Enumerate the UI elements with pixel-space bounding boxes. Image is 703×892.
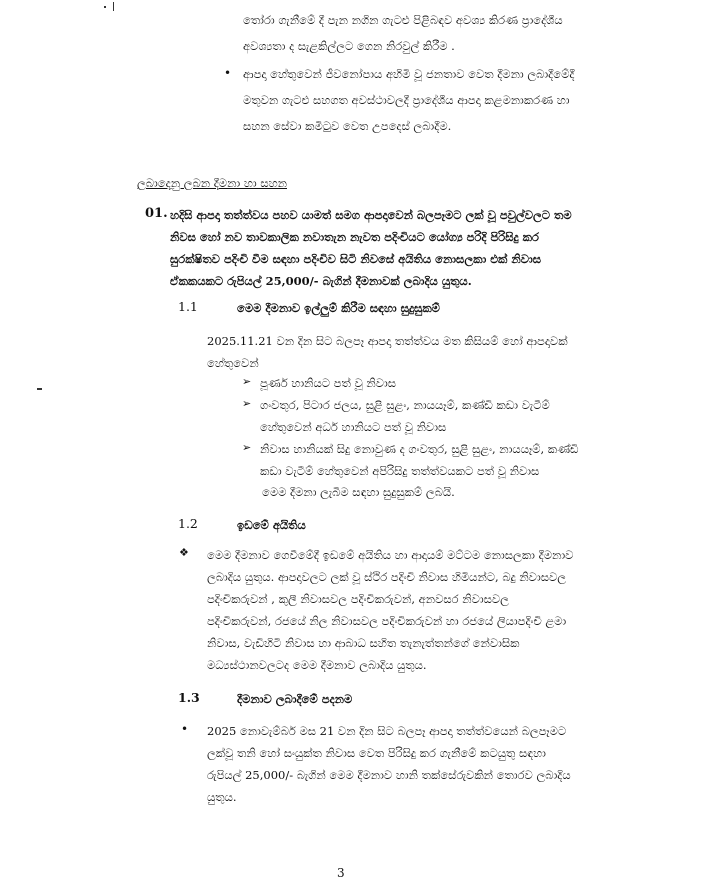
paragraph-line: මෙම දීමනාව ගෙවීමේදී ඉඩමේ අයිතිය හා ආදායම් මට්ටම නොසලකා දීමනාව [207,548,574,562]
scan-speck [37,388,42,390]
page-number: 3 [337,866,345,880]
arrow-bullet-icon: ➢ [242,397,252,410]
section-heading: ලබාදෙනු ලබන දීමනා හා සහන [137,176,287,190]
item-text: නිවස හෝ නව තාවකාලික නවාතැන නැවත පදිංචියට යෝග්‍ය පරිදි පිරිසිදු කර [170,230,539,244]
qualification-point: ගංවතුර, පිටාර ජලය, සුළි සුළං, නායයෑම්, කණ්ඩි කඩා වැටීම් [260,398,550,412]
arrow-bullet-icon: ➢ [242,441,252,454]
paragraph-line: 2025 නොවැම්බර් මස 21 වන දින සිට බලපෑ ආපදා තත්ත්වයෙන් බලපෑමට [207,724,567,738]
diamond-bullet-icon: ❖ [179,546,189,559]
qualification-point: කඩා වැටීම් හේතුවෙන් අපිරිසිදු තත්ත්වයකට පත් වූ නිවාස [260,464,540,478]
continuation-line: අවශ්‍යතා ද සැළකිල්ලට ගෙන නිරවුල් කිරීම . [243,39,455,53]
subsection-title: දීමනාව ලබාදීමේ පදනම [237,692,353,706]
paragraph-line: පදිංචිකරුවන් , කුලී නිවාසවල පදිංචිකරුවන්, අනවසර නිවාසවල [207,592,509,606]
subsection-number: 1.1 [178,299,198,314]
bullet-text: මතුවන ගැටළු සහගත අවස්ථාවලදී ප්‍රාදේශීය ආපදා කළමනාකරණ හා [243,93,570,107]
paragraph-line: පදිංචිකරුවන්, රජයේ නිල නිවාසවල පදිංචිකරුවන් හා රජයේ ලියාපදිංචි ළමා [207,614,567,628]
paragraph-line: ලක්වූ තනි හෝ සංයුක්ත නිවාස වෙත පිරිසිදු කර ගැනීමේ කටයුතු සඳහා [207,746,546,760]
subsection-number: 1.2 [178,516,198,531]
paragraph-line: නිවාස, වැඩිහිටි නිවාස හා ආබාධ සහිත තැනැත්තන්ගේ නේවාසික [207,636,520,650]
subsection-title: ඉඩමේ අයිතිය [237,518,306,532]
bullet-dot: • [181,722,189,736]
scan-speck [113,2,114,11]
item-text: ඒකකයකට රුපියල් 25,000/- බැගින් දීමනාවක් ලබාදිය යුතුය. [170,274,472,288]
scan-speck [104,6,106,8]
arrow-bullet-icon: ➢ [242,375,252,388]
paragraph-line: හේතුවෙන් [207,356,259,370]
paragraph-line: ලබාදිය යුතුය. ආපදාවලට ලක් වූ ස්ථිර පදිංචි නිවාස හිමියන්ට, බදු නිවාසවල [207,570,567,584]
paragraph-line: යුතුය. [207,790,237,804]
continuation-line: තෝරා ගැනීමේ දී පැන නගින ගැටළු පිළිබඳව අවශ්‍ය කිරණ ප්‍රාදේශීය [243,13,563,27]
subsection-number: 1.3 [178,690,200,705]
item-text: හදිසි ආපදා තත්ත්වය පහව යාමත් සමග ආපදාවෙන් බලපෑමට ලක් වූ පවුල්වලට තම [170,208,572,222]
bullet-text: සහන සේවා කමිටුව වෙත උපදෙස් ලබාදීම. [243,119,452,133]
bullet-text: ආපදා හේතුවෙන් ජීවනෝපාය අහිමි වූ ජනතාව වෙත දීමනා ලබාදීමේදී [243,67,575,81]
paragraph-line: 2025.11.21 වන දින සිට බලපෑ ආපදා තත්ත්වය මත කිසියම් හෝ ආපදාවක් [207,334,568,348]
bullet-dot: • [224,66,232,80]
paragraph-line: රුපියල් 25,000/- බැගින් මෙම දීමනාව හානි තක්සේරුවකින් තොරව ලබාදිය [207,768,571,782]
paragraph-line: මධ්‍යස්ථානවලටද මෙම දීමනාව ලබාදිය යුතුය. [207,658,427,672]
item-text: සුරක්ෂිතව පදිංචි වීම සඳහා පදිංචිව සිටි නිවසේ අයිතිය නොසලකා එක් නිවාස [170,252,542,266]
paragraph-line: මෙම දීමනා ලැබීම සඳහා සුදුසුකම් ලබයි. [262,485,455,499]
item-number: 01. [145,206,168,221]
subsection-title: මෙම දීමනාව ඉල්ලුම් කිරීම සඳහා සුදුසුකම් [237,301,440,315]
qualification-point: පූර්ණ හානියට පත් වූ නිවාස [260,376,397,390]
qualification-point: නිවාස හානියක් සිදු නොවුණ ද ගංවතුර, සුළි සුළං, නායයෑම්, කණ්ඩි [260,442,579,456]
qualification-point: හේතුවෙන් අර්ධ හානියට පත් වූ නිවාස [260,420,447,434]
